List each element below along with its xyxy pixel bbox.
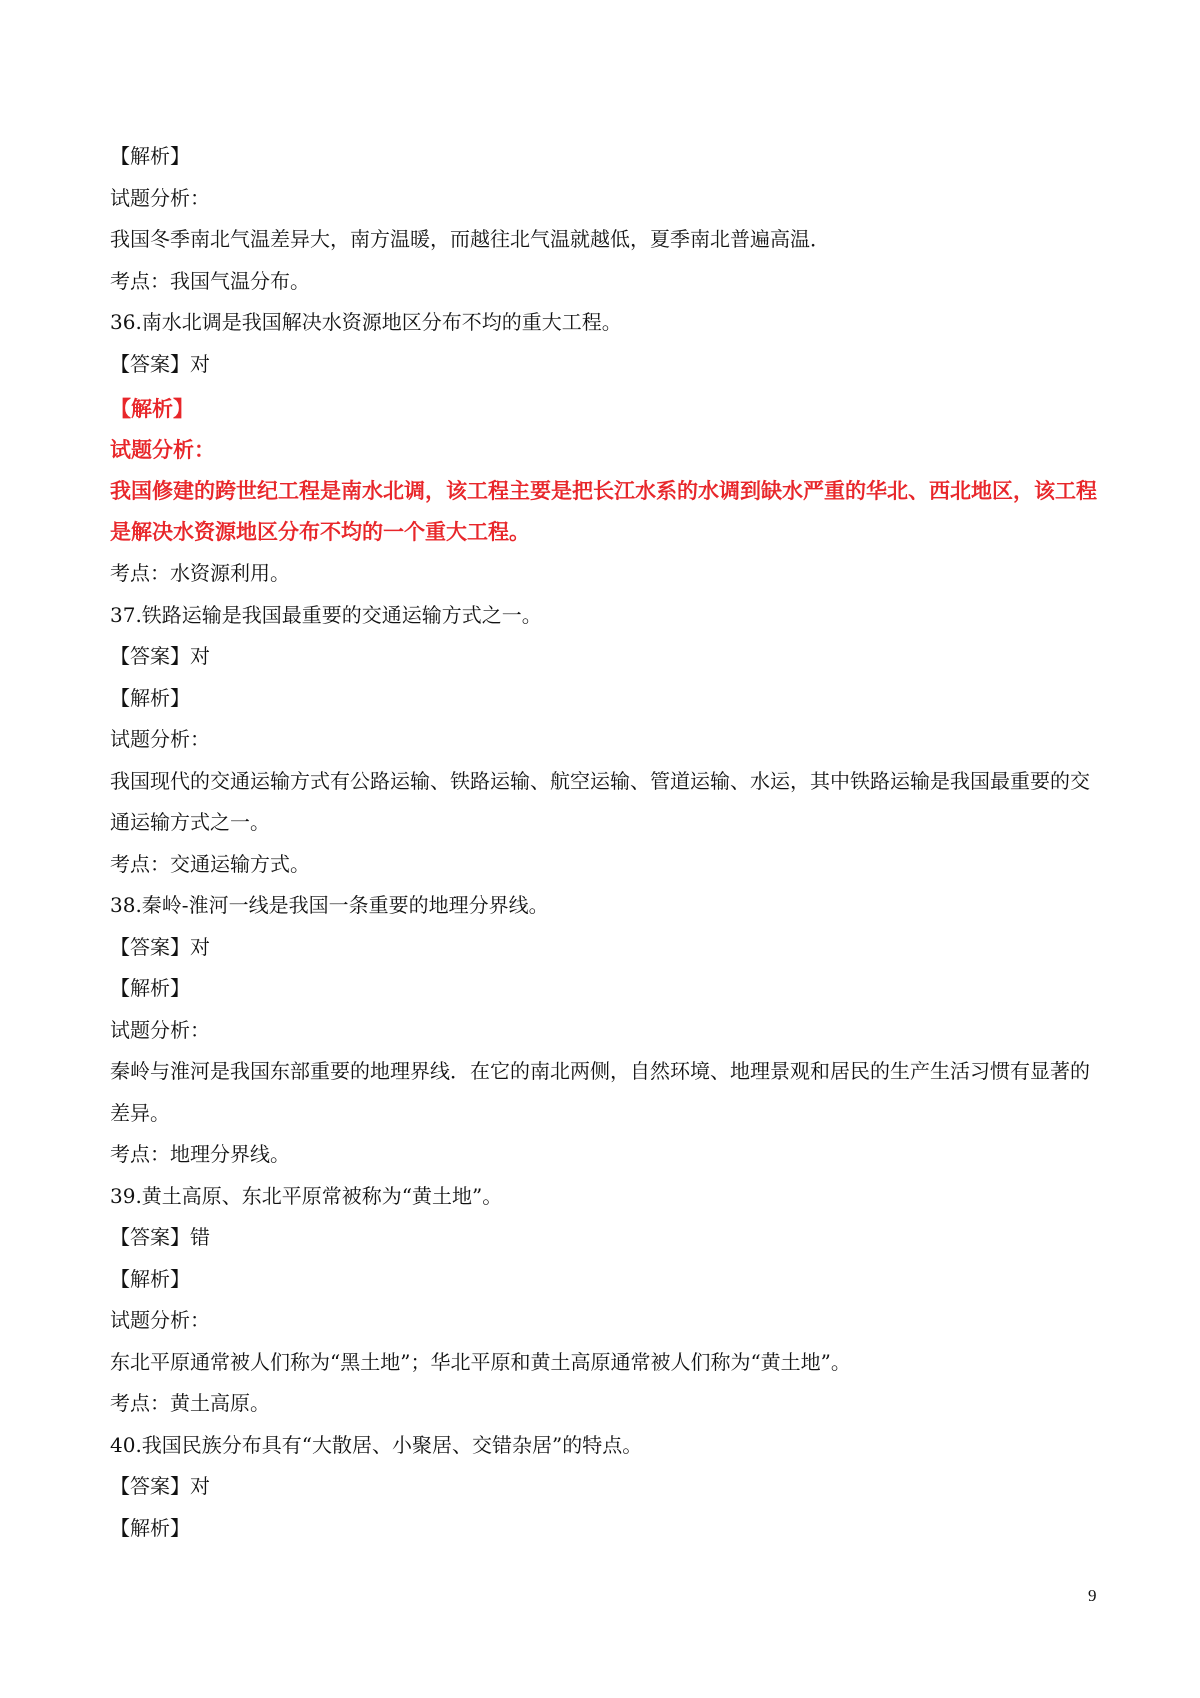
key-point-36: 考点：水资源利用。: [110, 561, 290, 585]
analysis-label-37: 试题分析：: [110, 727, 210, 751]
analysis-heading-39: 【解析】: [110, 1266, 190, 1291]
analysis-heading-40: 【解析】: [110, 1515, 190, 1540]
answer-39: 【答案】错: [110, 1225, 210, 1249]
key-point: 考点：我国气温分布。: [110, 268, 310, 293]
page-number: 9: [1088, 1586, 1097, 1605]
key-point-37: 考点：交通运输方式。: [110, 851, 310, 876]
question-37: 37.铁路运输是我国最重要的交通运输方式之一。: [110, 602, 542, 627]
analysis-label-38: 试题分析：: [110, 1017, 210, 1042]
question-39: 39.黄土高原、东北平原常被称为“黄土地”。: [110, 1183, 503, 1208]
key-point-39: 考点：黄土高原。: [110, 1391, 270, 1415]
analysis-text-36: 我国修建的跨世纪工程是南水北调，该工程主要是把长江水系的水调到缺水严重的华北、西北地区，该工程是解决水资源地区分布不均的一个重大工程。: [110, 479, 1097, 544]
analysis-heading-38: 【解析】: [110, 976, 190, 1000]
answer-37: 【答案】对: [110, 644, 210, 668]
analysis-text-38: 秦岭与淮河是我国东部重要的地理界线．在它的南北两侧，自然环境、地理景观和居民的生产生活习惯有显著的差异。: [110, 1059, 1090, 1125]
analysis-text: 我国冬季南北气温差异大，南方温暖，而越往北气温就越低，夏季南北普遍高温．: [110, 227, 830, 251]
analysis-text-37: 我国现代的交通运输方式有公路运输、铁路运输、航空运输、管道运输、水运，其中铁路运输是我国最重要的交通运输方式之一。: [110, 768, 1090, 834]
analysis-heading-36: 【解析】: [110, 397, 194, 421]
analysis-text-39: 东北平原通常被人们称为“黑土地”；华北平原和黄土高原通常被人们称为“黄土地”。: [110, 1349, 851, 1374]
page-content: [110, 136, 1100, 1549]
analysis-label-39: 试题分析：: [110, 1308, 210, 1332]
analysis-heading-37: 【解析】: [110, 685, 190, 710]
analysis-label-36: 试题分析：: [110, 438, 215, 462]
key-point-38: 考点：地理分界线。: [110, 1142, 290, 1166]
answer-40: 【答案】对: [110, 1474, 210, 1498]
question-36: 36.南水北调是我国解决水资源地区分布不均的重大工程。: [110, 310, 622, 334]
answer-38: 【答案】对: [110, 934, 210, 959]
question-40: 40.我国民族分布具有“大散居、小聚居、交错杂居”的特点。: [110, 1432, 643, 1457]
analysis-heading: 【解析】: [110, 144, 190, 168]
analysis-label: 试题分析：: [110, 185, 210, 210]
question-38: 38.秦岭-淮河一线是我国一条重要的地理分界线。: [110, 893, 549, 917]
answer-36: 【答案】对: [110, 351, 210, 376]
